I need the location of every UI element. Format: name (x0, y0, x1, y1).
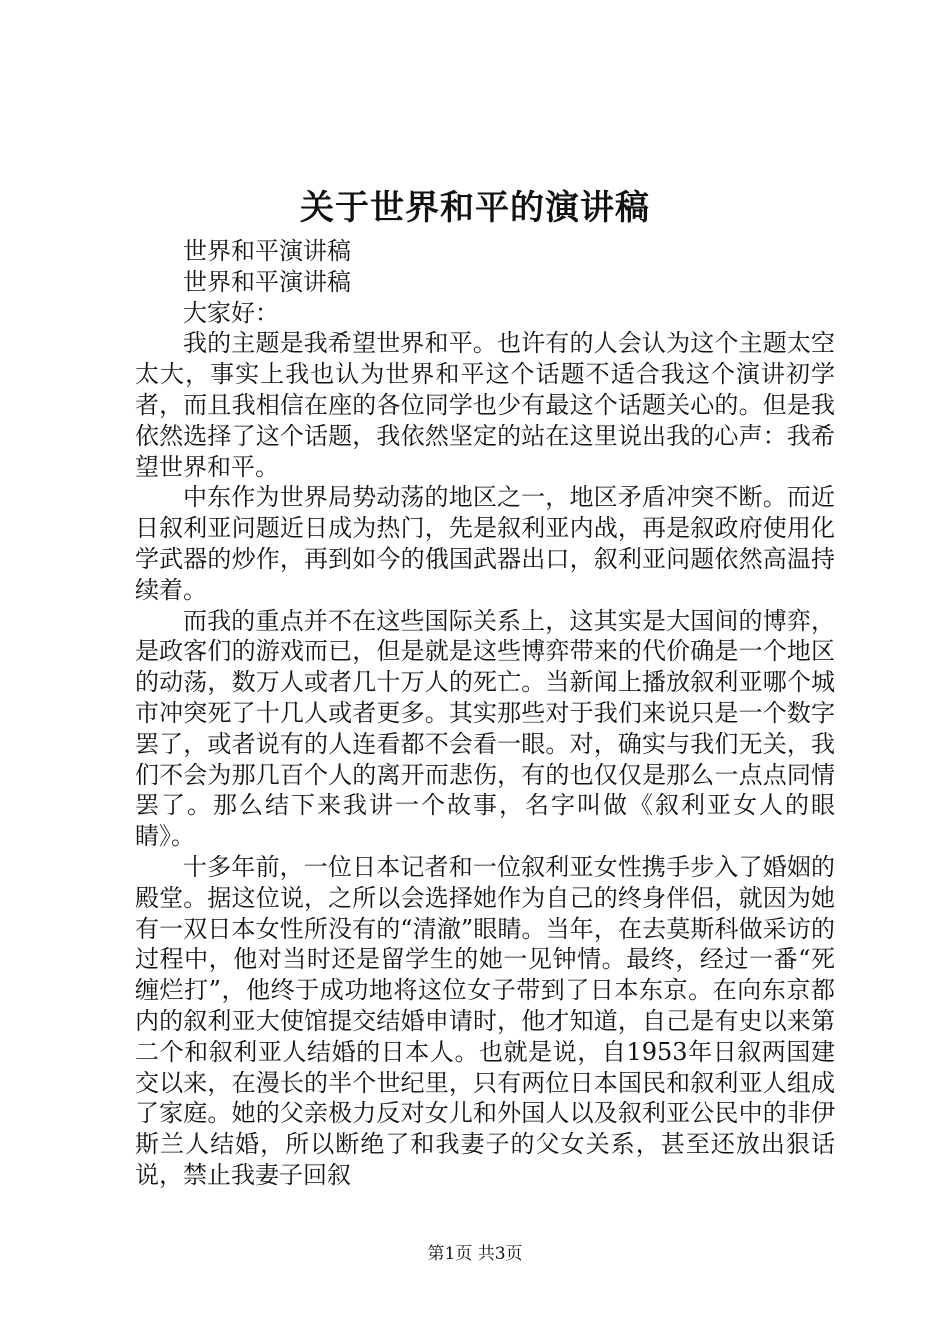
paragraph: 而我的重点并不在这些国际关系上，这其实是大国间的博弈，是政客们的游戏而已，但是就是这些博弈带来的代价确是一个地区的动荡，数万人或者几十万人的死亡。当新闻上播放叙利亚哪个城市冲突死了十几人或者更多。其实那些对于我们来说只是一个数字罢了，或者说有的人连看都不会看一眼。对，确实与我们无关，我们不会为那几百个人的离开而悲伤，有的也仅仅是那么一点点同情罢了。那么结下来我讲一个故事，名字叫做《叙利亚女人的眼睛》。 (135, 606, 835, 851)
paragraph-greeting: 大家好： (183, 298, 279, 327)
paragraph: 中东作为世界局势动荡的地区之一，地区矛盾冲突不断。而近日叙利亚问题近日成为热门，先是叙利亚内战，再是叙政府使用化学武器的炒作，再到如今的俄国武器出口，叙利亚问题依然高温持续着。 (135, 483, 835, 604)
paragraph-heading-2: 世界和平演讲稿 (183, 267, 351, 296)
paragraph-heading-1: 世界和平演讲稿 (183, 237, 351, 265)
paragraph: 我的主题是我希望世界和平。也许有的人会认为这个主题太空太大，事实上我也认为世界和平这个话题不适合我这个演讲初学者，而且我相信在座的各位同学也少有最这个话题关心的。但是我依然选择了这个话题，我依然坚定的站在这里说出我的心声：我希望世界和平。 (135, 329, 835, 481)
document-title: 关于世界和平的演讲稿 (300, 188, 650, 228)
document-body (135, 236, 835, 1191)
paragraph: 十多年前，一位日本记者和一位叙利亚女性携手步入了婚姻的殿堂。据这位说，之所以会选择她作为自己的终身伴侣，就因为她有一双日本女性所没有的“清澈”眼睛。当年，在去莫斯科做采访的过程中，他对当时还是留学生的她一见钟情。最终，经过一番“死缠烂打”，他终于成功地将这位女子带到了日本东京。在向东京都内的叙利亚大使馆提交结婚申请时，他才知道，自己是有史以来第二个和叙利亚人结婚的日本人。也就是说，自1953年日叙两国建交以来，在漫长的半个世纪里，只有两位日本国民和叙利亚人组成了家庭。她的父亲极力反对女儿和外国人以及叙利亚公民中的非伊斯兰人结婚，所以断绝了和我妻子的父女关系，甚至还放出狠话说，禁止我妻子回叙 (135, 852, 835, 1189)
page-footer: 第1页 共3页 (427, 1244, 523, 1264)
